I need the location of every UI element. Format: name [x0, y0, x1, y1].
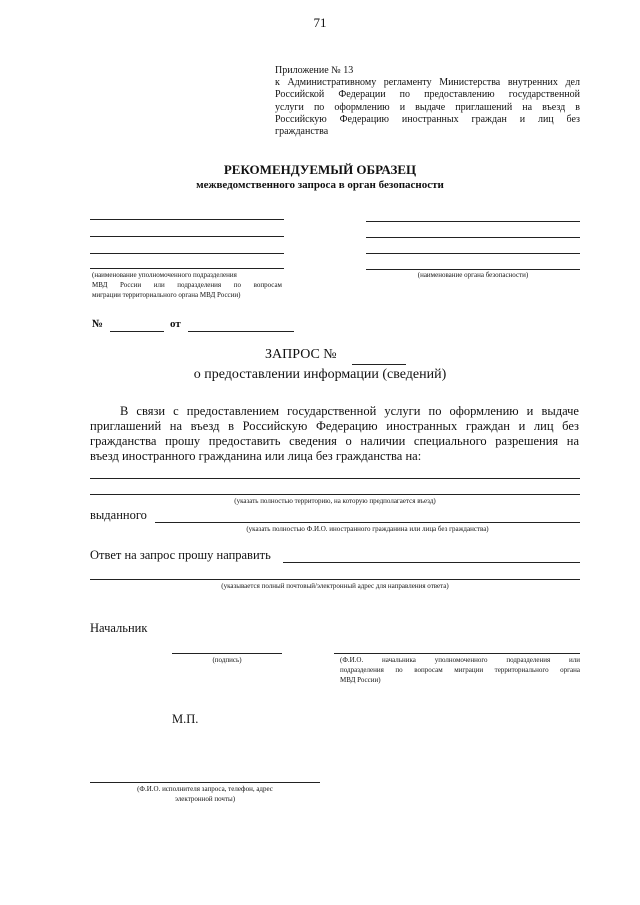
address-caption: (указывается полный почтовый/электронный адрес для направления ответа) — [221, 582, 449, 590]
person-field[interactable] — [155, 522, 580, 523]
date-label: от — [170, 318, 181, 330]
territory-field[interactable] — [90, 478, 580, 479]
sender-blank-line — [90, 219, 284, 220]
reply-address-field[interactable] — [283, 562, 580, 563]
body-paragraph — [90, 404, 579, 464]
sender-blank-line — [90, 236, 284, 237]
body-line: В связи с предоставлением государственной услуги по оформлению и выдаче — [120, 404, 579, 418]
recipient-blank-line — [366, 253, 580, 254]
territory-field[interactable] — [90, 494, 580, 495]
signature-field[interactable] — [172, 653, 282, 654]
person-caption: (указать полностью Ф.И.О. иностранного гражданина или лица без гражданства) — [246, 525, 489, 533]
appendix-title: Приложение № 13 — [275, 65, 354, 76]
recipient-blank-line — [366, 237, 580, 238]
appendix-line: к Административному регламенту Министерства внутренних дел — [275, 77, 580, 89]
appendix-line: Российской Федерации по предоставлению государственной — [275, 89, 580, 101]
form-heading-title: РЕКОМЕНДУЕМЫЙ ОБРАЗЕЦ — [223, 162, 417, 177]
territory-caption: (указать полностью территорию, на которую предполагается въезд) — [234, 497, 436, 505]
appendix-block — [275, 65, 580, 138]
executor-caption — [90, 784, 320, 804]
form-heading-subtitle: межведомственного запроса в орган безопасности — [196, 179, 444, 191]
chief-name-caption-line: подразделения по вопросам миграции территориального органа — [340, 666, 580, 674]
date-field[interactable] — [188, 331, 294, 332]
issued-label: выданного — [90, 508, 147, 522]
appendix-line: услуги по оформлению и выдаче приглашений на въезд в — [275, 101, 580, 113]
sender-blank-line — [90, 253, 284, 254]
recipient-caption: (наименование органа безопасности) — [417, 271, 529, 279]
body-line: приглашений на въезд в Российскую Федерацию иностранных граждан и лиц без — [90, 419, 579, 433]
reply-label: Ответ на запрос прошу направить — [90, 548, 271, 562]
request-title: ЗАПРОС № — [265, 347, 337, 362]
executor-field[interactable] — [90, 782, 320, 783]
reply-address-field[interactable] — [90, 579, 580, 580]
request-subtitle: о предоставлении информации (сведений) — [193, 367, 447, 382]
number-label: № — [92, 318, 104, 330]
executor-caption-line: электронной почты) — [174, 795, 236, 803]
chief-name-field[interactable] — [334, 653, 580, 654]
number-field[interactable] — [110, 331, 164, 332]
appendix-line: Российскую Федерацию иностранных граждан и лиц без — [275, 113, 580, 125]
chief-label: Начальник — [90, 621, 148, 635]
chief-name-caption — [340, 655, 580, 685]
sender-caption-line: МВД России или подразделения по вопросам — [92, 281, 282, 289]
chief-name-caption-line: (Ф.И.О. начальника уполномоченного подразделения или — [340, 656, 580, 664]
signature-caption: (подпись) — [212, 656, 242, 664]
body-line: въезд иностранного гражданина или лица без гражданства на: — [90, 449, 422, 463]
request-number-field[interactable] — [352, 364, 406, 365]
sender-caption — [92, 270, 282, 300]
page-number: 71 — [313, 15, 327, 30]
seal-label: М.П. — [172, 712, 199, 726]
appendix-line: гражданства — [275, 126, 329, 138]
chief-name-caption-line: МВД России) — [340, 676, 381, 684]
sender-caption-line: (наименование уполномоченного подразделения — [92, 271, 237, 279]
body-line: гражданства прошу предоставить сведения о наличии специального разрешения на — [90, 434, 579, 448]
recipient-blank-line — [366, 221, 580, 222]
executor-caption-line: (Ф.И.О. исполнителя запроса, телефон, адрес — [137, 785, 273, 793]
sender-blank-line — [90, 268, 284, 269]
sender-caption-line: миграции территориального органа МВД России) — [92, 291, 241, 299]
